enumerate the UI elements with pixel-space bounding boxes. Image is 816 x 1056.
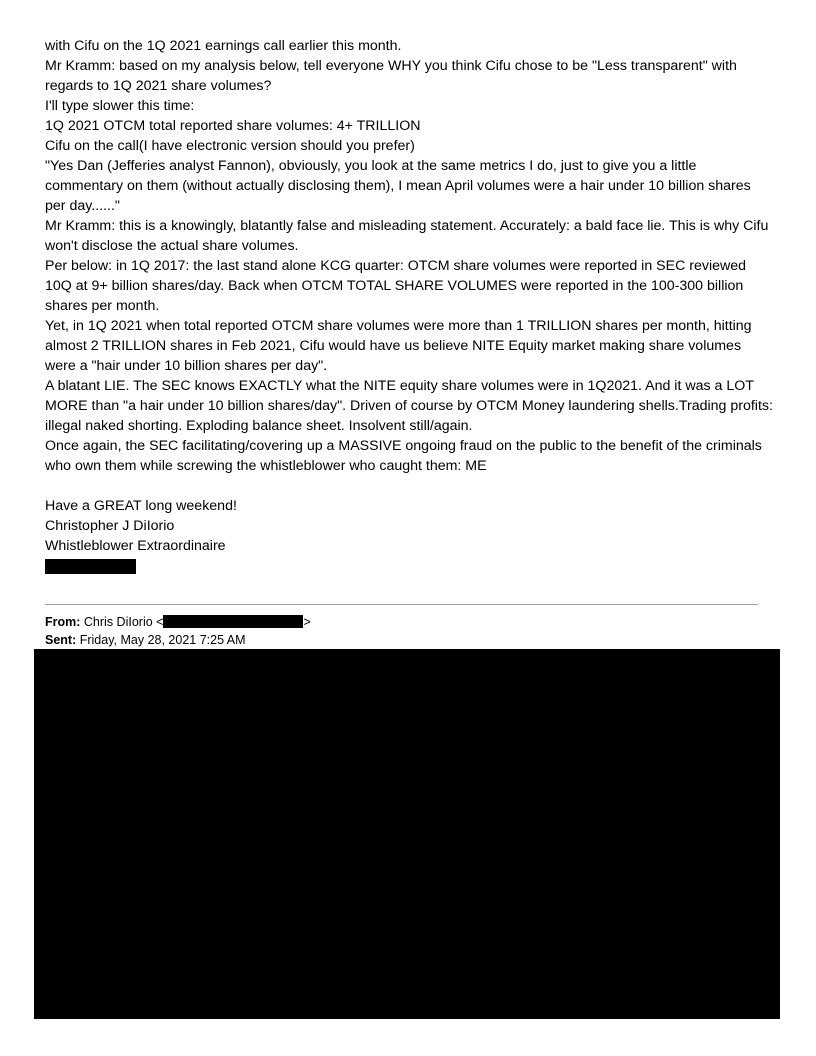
sent-label: Sent: — [45, 633, 77, 647]
body-line-2: Mr Kramm: based on my analysis below, tell everyone WHY you think Cifu chose to be "Less transparent" with regards to 1Q 2021 share volumes? — [45, 58, 737, 94]
body-line-4: 1Q 2021 OTCM total reported share volumes: 4+ TRILLION — [45, 118, 421, 134]
body-line-6: "Yes Dan (Jefferies analyst Fannon), obviously, you look at the same metrics I do, just to give you a little commentary on them (without actually disclosing them), I mean April volumes were a hair under 10 billion shares per day......" — [45, 158, 751, 214]
signature-closing: Have a GREAT long weekend! — [45, 498, 237, 514]
body-line-10: A blatant LIE. The SEC knows EXACTLY what the NITE equity share volumes were in 1Q2021. And it was a LOT MORE than "a hair under 10 billion shares/day". Driven of course by OTCM Money laundering shells.Trading profits: illegal naked shorting. Exploding balance sheet. Insolvent still/again. — [45, 378, 773, 434]
body-line-1: with Cifu on the 1Q 2021 earnings call earlier this month. — [45, 38, 402, 54]
blank-line — [45, 476, 775, 496]
from-close: > — [303, 615, 311, 629]
sent-value: Friday, May 28, 2021 7:25 AM — [79, 633, 246, 647]
body-line-7: Mr Kramm: this is a knowingly, blatantly false and misleading statement. Accurately: a bald face lie. This is why Cifu won't disclose the actual share volumes. — [45, 218, 769, 254]
body-line-8: Per below: in 1Q 2017: the last stand alone KCG quarter: OTCM share volumes were reported in SEC reviewed 10Q at 9+ billion shares/day. Back when OTCM TOTAL SHARE VOLUMES were reported in the 100-300 billion shares per month. — [45, 258, 747, 314]
from-name: Chris DiIorio < — [83, 615, 164, 629]
body-line-5: Cifu on the call(I have electronic version should you prefer) — [45, 138, 415, 154]
from-label: From: — [45, 615, 81, 629]
email-body — [45, 36, 775, 580]
signature-redaction — [45, 559, 136, 574]
email-header — [45, 613, 311, 649]
sent-line — [45, 631, 311, 649]
body-line-3: I'll type slower this time: — [45, 98, 195, 114]
message-body-redaction — [34, 649, 780, 1019]
email-address-redaction — [163, 615, 303, 628]
signature-name: Christopher J DiIorio — [45, 518, 175, 534]
body-line-9: Yet, in 1Q 2021 when total reported OTCM share volumes were more than 1 TRILLION shares per month, hitting almost 2 TRILLION shares in Feb 2021, Cifu would have us believe NITE Equity market making share volumes were a "hair under 10 billion shares per day". — [45, 318, 752, 374]
from-line — [45, 613, 311, 631]
body-line-11: Once again, the SEC facilitating/covering up a MASSIVE ongoing fraud on the public to the benefit of the criminals who own them while screwing the whistleblower who caught them: ME — [45, 438, 762, 474]
email-divider — [45, 604, 758, 605]
signature-title: Whistleblower Extraordinaire — [45, 538, 226, 554]
